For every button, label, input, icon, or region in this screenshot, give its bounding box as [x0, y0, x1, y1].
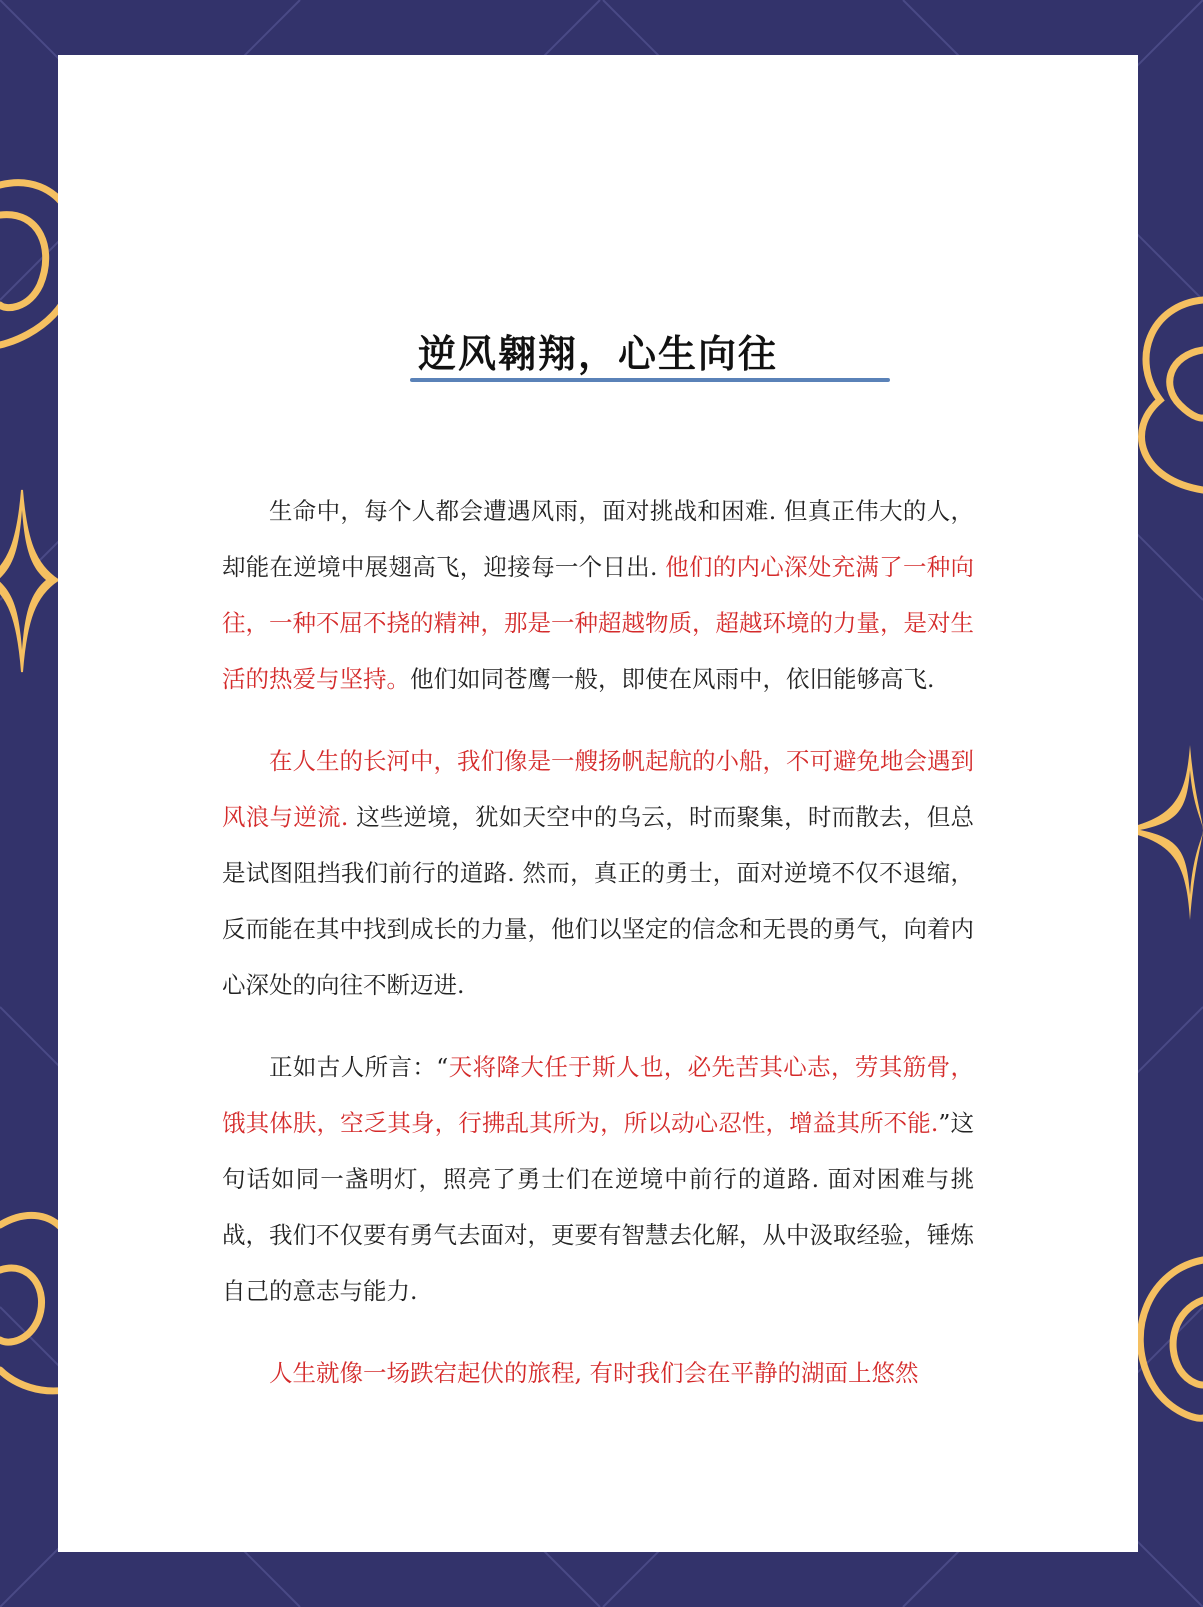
cloud-swirl-icon [1140, 1260, 1203, 1418]
page-title: 逆风翱翔，心生向往 [417, 331, 778, 376]
highlighted-text: 在人生的长河中，我们像是一艘扬帆起航的小船，不可避免地会遇到风浪与逆流. [222, 747, 974, 831]
highlighted-text: 人生就像一场跌宕起伏的旅程, 有时我们会在平静的湖面上悠然 [269, 1359, 919, 1387]
text-run: 正如古人所言：“ [269, 1053, 449, 1081]
paragraph-2 [222, 733, 974, 1013]
text-run: 这些逆境，犹如天空中的乌云，时而聚集，时而散去，但总是试图阻挡我们前行的道路. 然而，真正的勇士，面对逆境不仅不退缩，反而能在其中找到成长的力量，他们以坚定的信念和无畏的勇气，向着内心深处的向往不断迈进. [222, 803, 975, 999]
text-run: 他们如同苍鹰一般，即使在风雨中，依旧能够高飞. [410, 665, 935, 693]
highlighted-text: 他们的内心深处充满了一种向往，一种不屈不挠的精神，那是一种超越物质，超越环境的力量，是对生活的热爱与坚持。 [222, 553, 974, 693]
paragraph-3 [222, 1039, 974, 1319]
text-run: ”这句话如同一盏明灯，照亮了勇士们在逆境中前行的道路. 面对困难与挑战，我们不仅要有勇气去面对，更要有智慧去化解，从中汲取经验，锤炼自己的意志与能力. [222, 1109, 974, 1305]
paragraph-1 [222, 483, 974, 707]
document-page [58, 55, 1138, 1552]
paragraph-4 [222, 1345, 974, 1401]
text-run: 生命中，每个人都会遭遇风雨，面对挑战和困难. 但真正伟大的人，却能在逆境中展翅高飞，迎接每一个日出. [222, 497, 974, 581]
sparkle-star-icon [0, 490, 58, 672]
title-underline [410, 378, 890, 382]
cloud-swirl-icon [1142, 300, 1203, 490]
highlighted-text: 天将降大任于斯人也，必先苦其心志，劳其筋骨，饿其体肤，空乏其身，行拂乱其所为，所以动心忍性，增益其所不能. [222, 1053, 975, 1137]
article-body [222, 483, 974, 1427]
